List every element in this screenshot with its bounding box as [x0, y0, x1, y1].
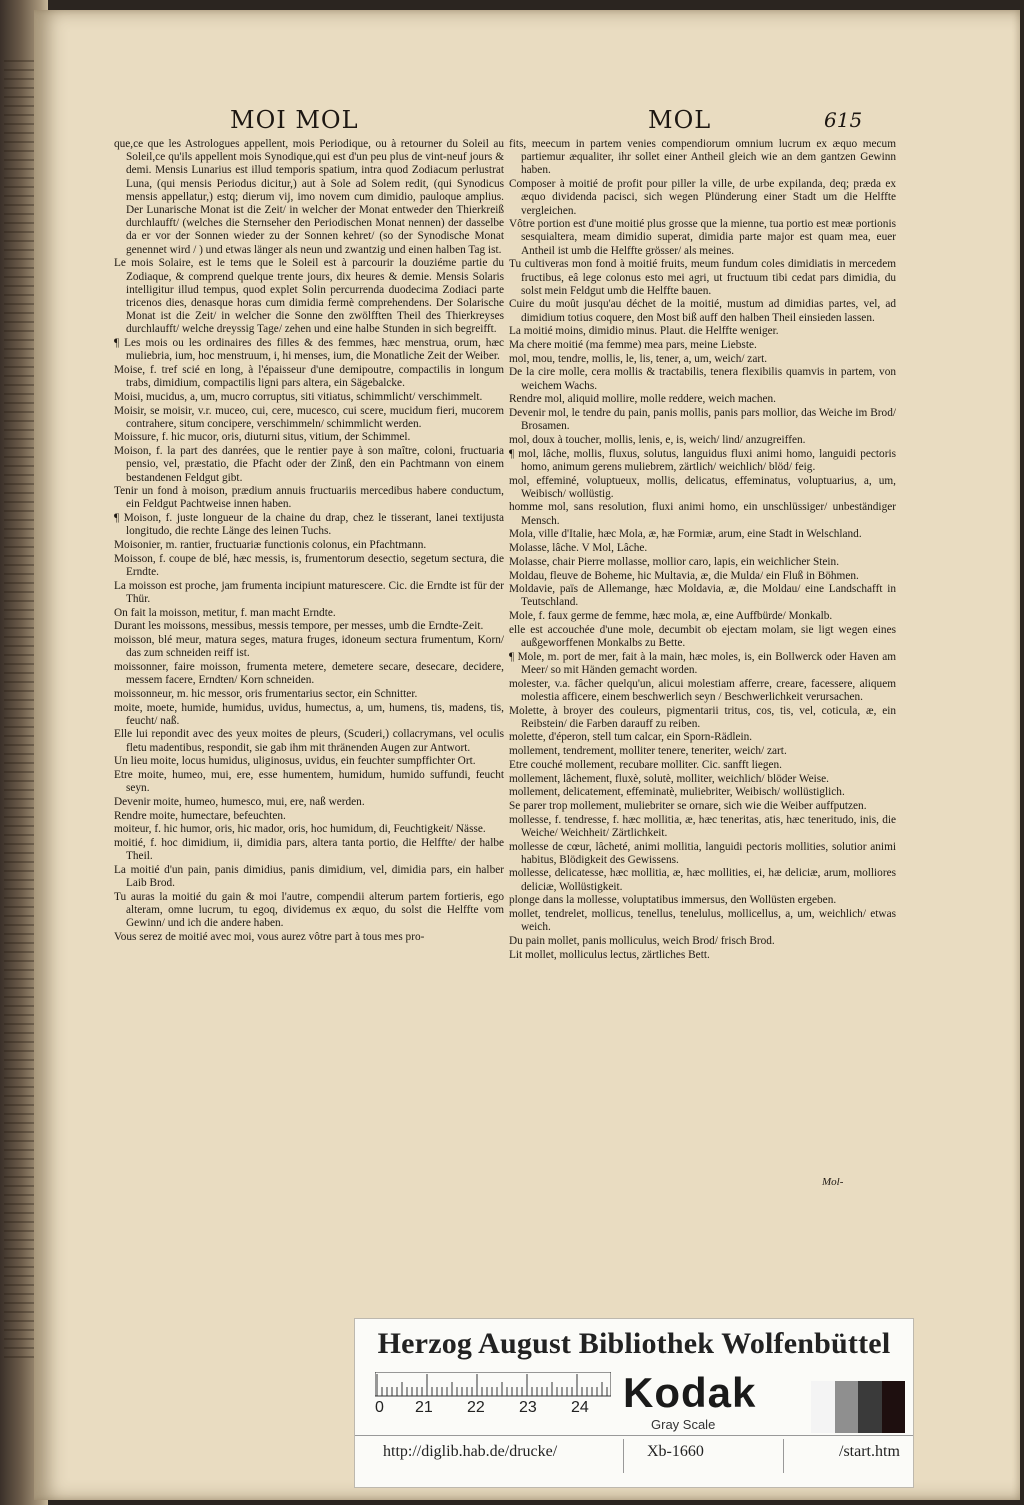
footer-separator [623, 1439, 624, 1473]
running-head-left: MOI MOL [230, 106, 359, 134]
footer-separator [783, 1439, 784, 1473]
dictionary-entry: mollement, tendrement, molliter tenere, teneriter, weich/ zart. [509, 745, 787, 758]
ruler-label-24: 24 [571, 1399, 589, 1416]
dictionary-entry: elle est accouchée d'une mole, decumbit ob ejectam molam, sie ligt wegen eines außgeworffenen Monkalbs zu Bette. [509, 623, 896, 650]
dictionary-entry: Ma chere moitié (ma femme) mea pars, meine Liebste. [509, 339, 757, 352]
dictionary-entry: Moise, f. tref scié en long, à l'épaisseur d'une demipoutre, compactilis in longum trabs, dimidium, compactilis ligni pars altera, ein Sägebalcke. [114, 363, 504, 390]
scan-target-card [354, 1318, 914, 1488]
dictionary-entry: Devenir mol, le tendre du pain, panis mollis, panis pars mollior, das Weiche im Brod/ Brosamen. [509, 407, 896, 433]
gray-patch-dark [858, 1381, 882, 1433]
dictionary-entry: Moissure, f. hic mucor, oris, diuturni situs, vitium, der Schimmel. [114, 431, 411, 444]
catchword: Mol- [822, 1176, 844, 1188]
dictionary-entry: mol, mou, tendre, mollis, le, lis, tener, a, um, weich/ zart. [509, 352, 768, 365]
dictionary-entry: mol, doux à toucher, mollis, lenis, e, is, weich/ lind/ anzugreiffen. [509, 433, 806, 446]
gray-scale-label: Gray Scale [651, 1417, 716, 1432]
card-divider [355, 1435, 913, 1436]
shelfmark: Xb-1660 [647, 1443, 704, 1460]
dictionary-entry: molette, d'éperon, stell tum calcar, ein Sporn-Rädlein. [509, 731, 753, 744]
dictionary-entry: Cuire du moût jusqu'au déchet de la moitié, mustum ad dimidias partes, vel, ad dimidium totius coquere, den Most biß auff den halben Theil einsieden lassen. [509, 298, 896, 324]
dictionary-entry: De la cire molle, cera mollis & tractabilis, tenera flexibilis quamvis in partem, von weichem Wachs. [509, 366, 896, 392]
dictionary-entry: homme mol, sans resolution, fluxi animi homo, ein unschlüssiger/ unbeständiger Mensch. [509, 501, 896, 527]
dictionary-entry: plonge dans la mollesse, voluptatibus immersus, den Wollüsten ergeben. [509, 894, 837, 907]
dictionary-entry: Moisonier, m. rantier, fructuariæ functionis colonus, ein Pfachtmann. [114, 539, 427, 552]
dictionary-entry: Molasse, lâche. V Mol, Lâche. [509, 542, 648, 555]
dictionary-entry: Se parer trop mollement, muliebriter se ornare, sich wie die Weiber auffputzen. [509, 799, 867, 812]
dictionary-entry: moite, moete, humide, humidus, uvidus, humectus, a, um, humens, tis, madens, tis, feucht/ naß. [114, 701, 504, 727]
dictionary-entry: Vôtre portion est d'une moitié plus grosse que la mienne, tua portio est meæ portionis sesquialtera, meam dimidio superat, dimidia parte major est quam mea, euer Antheil ist umb die Helffte grösser/ als meines. [509, 218, 896, 257]
dictionary-entry: Mole, f. faux germe de femme, hæc mola, æ, eine Auffbürde/ Monkalb. [509, 610, 833, 623]
kodak-logo: Kodak [623, 1369, 757, 1416]
ruler-label-0: 0 [375, 1399, 384, 1416]
dictionary-entry: moiteur, f. hic humor, oris, hic mador, oris, hoc humidum, di, Feuchtigkeit/ Nässe. [114, 823, 486, 836]
dictionary-entry: mollement, lâchement, fluxè, solutè, molliter, weichlich/ blöder Weise. [509, 772, 829, 785]
gray-patch-white [811, 1381, 835, 1433]
dictionary-entry: Moldavie, païs de Allemange, hæc Moldavia, æ, die Moldau/ eine Landschafft in Teutschland. [509, 583, 896, 609]
dictionary-entry: ¶ Moison, f. juste longueur de la chaine du drap, chez le tisserant, lanei textijusta longitudo, die rechte Länge des leinen Tuchs. [114, 512, 504, 538]
dictionary-entry: Etre couché mollement, recubare molliter. Cic. sanfft liegen. [509, 758, 783, 771]
dictionary-entry: On fait la moisson, metitur, f. man macht Erndte. [114, 606, 336, 619]
running-head-center: MOL [648, 106, 712, 134]
dictionary-entry: Composer à moitié de profit pour piller la ville, de urbe expilanda, deq; præda ex æquo dividenda pacisci, sich wegen Plünderung einer Stadt um die Helffte vergleichen. [509, 178, 896, 217]
dictionary-entry: Molette, à broyer des couleurs, pigmentarii tritus, cos, tis, vel, coticula, æ, ein Reibstein/ die Farben darauff zu reiben. [509, 704, 896, 730]
dictionary-entry: Vous serez de moitié avec moi, vous aurez vôtre part à tous mes pro- [114, 930, 425, 943]
dictionary-entry: La moisson est proche, jam frumenta incipiunt maturescere. Cic. die Erndte ist für der Thür. [114, 579, 504, 605]
dictionary-entry: moissonneur, m. hic messor, oris frumentarius sector, ein Schnitter. [114, 687, 418, 700]
dictionary-entry: Tu cultiveras mon fond à moitié fruits, meum fundum coles dimidiatis in mercedem fructibus, eâ lege colonus esto mei agri, ut fructuum tibi cedat pars dimidia, du solst mein Feldgut umb die Helffte bauen. [509, 258, 896, 297]
left-text-column [114, 138, 504, 1198]
dictionary-entry: fits, meecum in partem venies compendiorum omnium lucrum ex æquo mecum partiemur æqualiter, ihr sollet einer Antheil gleich wie an dem gantzen Gewinn haben. [509, 138, 896, 177]
dictionary-entry: Moison, f. la part des danrées, que le rentier paye à son maître, coloni, fructuaria pensio, vel, præstatio, die Pfacht oder der Zinß, den ein Pachtmann von einem bestandenen Feldgut gibt. [114, 445, 504, 484]
dictionary-entry: mollesse, delicatesse, hæc mollitia, æ, hæc mollities, ei, hæ deliciæ, arum, molliores deliciæ, Wollüstigkeit. [509, 867, 896, 893]
document-page [34, 10, 1020, 1500]
dictionary-entry: Elle lui repondit avec des yeux moites de pleurs, (Scuderi,) collacrymans, vel oculis fletu madentibus, respondit, sie gab ihm mit thränenden Augen zur Antwort. [114, 728, 504, 754]
dictionary-entry: mollesse, f. tendresse, f. hæc mollitia, æ, hæc teneritas, atis, hæc teneritudo, inis, die Weiche/ Weichheit/ Zärtlichkeit. [509, 813, 896, 839]
dictionary-entry: Du pain mollet, panis molliculus, weich Brod/ frisch Brod. [509, 934, 775, 947]
dictionary-entry: Tu auras la moitié du gain & moi l'autre, compendii alterum partem fortieris, ego alteram, omne lucrum, tu egoq, dividemus ex æquo, du solst die Helffte vom Gewinn/ und ich die andere haben. [114, 890, 504, 930]
dictionary-entry: Etre moite, humeo, mui, ere, esse humentem, humidum, humido suffundi, feucht seyn. [114, 769, 504, 795]
gray-patch-black [882, 1381, 906, 1433]
dictionary-entry: moisson, blé meur, matura seges, matura fruges, idoneum sectura frumentum, Korn/ das zum schneiden reiff ist. [114, 634, 504, 660]
running-head [34, 106, 1020, 140]
right-text-column [509, 138, 896, 1198]
dictionary-entry: Moldau, fleuve de Boheme, hic Multavia, æ, die Mulda/ ein Fluß in Böhmen. [509, 569, 859, 582]
ruler-label-22: 22 [467, 1399, 485, 1416]
ruler-labels [371, 1399, 621, 1421]
dictionary-entry: moissonner, faire moisson, frumenta metere, demetere secare, desecare, decidere, messem facere, Erndten/ Korn schneiden. [114, 660, 504, 687]
dictionary-entry: mollement, delicatement, effeminatè, muliebriter, Weibisch/ wollüstiglich. [509, 786, 845, 799]
dictionary-entry: Tenir un fond à moison, prædium annuis fructuariis mercedibus habere conductum, ein Feldgut Pachtweise innen haben. [114, 485, 504, 511]
page-number: 615 [824, 108, 863, 132]
dictionary-entry: mol, effeminé, voluptueux, mollis, delicatus, effeminatus, voluptuarius, a, um, Weibisch/ wollüstig. [509, 474, 896, 500]
dictionary-entry: moitié, f. hoc dimidium, ii, dimidia pars, altera tanta portio, die Helffte/ der halbe Theil. [114, 837, 504, 863]
dictionary-entry: molester, v.a. fâcher quelqu'un, alicui molestiam afferre, creare, facessere, aliquem molestia afficere, einem beschwerlich seyn / Beschwerlichkeit verursachen. [509, 677, 896, 703]
dictionary-entry: La moitié moins, dimidio minus. Plaut. die Helffte weniger. [509, 325, 779, 338]
dictionary-entry: Molasse, chair Pierre mollasse, mollior caro, lapis, ein weichlicher Stein. [509, 555, 840, 568]
dictionary-entry: Un lieu moite, locus humidus, uliginosus, uvidus, ein feuchter sumpffichter Ort. [114, 755, 476, 768]
library-name: Herzog August Bibliothek Wolfenbüttel [377, 1327, 891, 1360]
dictionary-entry: Moisi, mucidus, a, um, mucro corruptus, siti vitiatus, schimmlicht/ verschimmelt. [114, 390, 483, 403]
dictionary-entry: Rendre moite, humectare, befeuchten. [114, 809, 286, 822]
ruler-label-23: 23 [519, 1399, 537, 1416]
dictionary-entry: que,ce que les Astrologues appellent, mois Periodique, ou à retourner du Soleil au Soleil,ce qu'ils appellent mois Synodique,qui est d'un peu plus de vint-neuf jours & demi. Mensis Lunarius est illud temporis spatium, intra quod Zodiacum perlustrat Luna, (qui mensis Periodus dicitur,) aut à Sole ad Solem redit, (qui Synodicus mensis appellatur,) estq; dierum vij, imo novem cum dimidio, pauloque amplius. Der Lunarische Monat ist die Zeit/ in welcher der Monat entweder den Thierkreiß durchlaufft/ (welches die Sternseher den Periodischen Monat nennen) der dasselbe da er vor der Sonnen wieder zu der Sonnen kehret/ (so der Synodische Monat genennet wird / ) und etwas länger als neun und zwantzig und einen halben Tag ist. [114, 138, 504, 256]
library-url: http://diglib.hab.de/drucke/ [383, 1443, 558, 1460]
dictionary-entry: ¶ mol, lâche, mollis, fluxus, solutus, languidus fluxi animi homo, languidi pectoris homo, animum gerens muliebrem, zärtlich/ weichlich/ blöd/ feig. [509, 447, 896, 473]
ruler-label-21: 21 [415, 1399, 433, 1416]
dictionary-entry: Lit mollet, molliculus lectus, zärtliches Bett. [509, 948, 710, 961]
dictionary-entry: Durant les moissons, messibus, messis tempore, per messes, umb die Erndte-Zeit. [114, 620, 484, 633]
dictionary-entry: La moitié d'un pain, panis dimidius, panis dimidium, vel, dimidia pars, ein halber Laib Brod. [114, 863, 504, 890]
dictionary-entry: Moisson, f. coupe de blé, hæc messis, is, frumentorum desectio, segetum sectura, die Erndte. [114, 552, 504, 578]
dictionary-entry: ¶ Mole, m. port de mer, fait à la main, hæc moles, is, ein Bollwerck oder Haven am Meer/ so mit Händen gemacht worden. [509, 650, 896, 676]
dictionary-entry: mollet, tendrelet, mollicus, tenellus, tenelulus, mollicellus, a, um, weichlich/ etwas weich. [509, 908, 896, 934]
dictionary-entry: ¶ Les mois ou les ordinaires des filles & des femmes, hæc menstrua, orum, hæc muliebria, ium, hoc menstruum, i, hi menses, ium, die Monatliche Zeit der Weiber. [114, 337, 504, 363]
dictionary-entry: Moisir, se moisir, v.r. muceo, cui, cere, mucesco, cui scere, mucidum fieri, mucorem contrahere, situm concipere, verschimmeln/ schimmlicht werden. [114, 404, 504, 430]
start-path: /start.htm [839, 1443, 900, 1460]
dictionary-entry: Devenir moite, humeo, humesco, mui, ere, naß werden. [114, 795, 365, 808]
gray-scale-patches [811, 1381, 905, 1433]
dictionary-entry: Rendre mol, aliquid mollire, molle reddere, weich machen. [509, 393, 776, 406]
dictionary-entry: Mola, ville d'Italie, hæc Mola, æ, hæ Formiæ, arum, eine Stadt in Welschland. [509, 528, 862, 541]
dictionary-entry: mollesse de cœur, lâcheté, animi mollitia, languidi pectoris mollities, solutior animi habitus, Blödigkeit des Gewissens. [509, 840, 896, 866]
dictionary-entry: Le mois Solaire, est le tems que le Soleil est à parcourir la douziéme partie du Zodiaque, & comprend quelque trente jours, dix heures & demie. Mensis Solaris intelligitur illud tempus, quod explet Solin percurrenda duodecima Zodiaci parte tricenos dies, denasque horas cum dimidia fermè comprehendens. Der Solarische Monat ist die Zeit/ in welcher die Sonne den zwölfften Theil des Thierkreyses durchlaufft/ welche dreyssig Tage/ zehen und eine halbe Stunden in sich begreifft. [114, 257, 504, 336]
gray-patch-mid [835, 1381, 859, 1433]
